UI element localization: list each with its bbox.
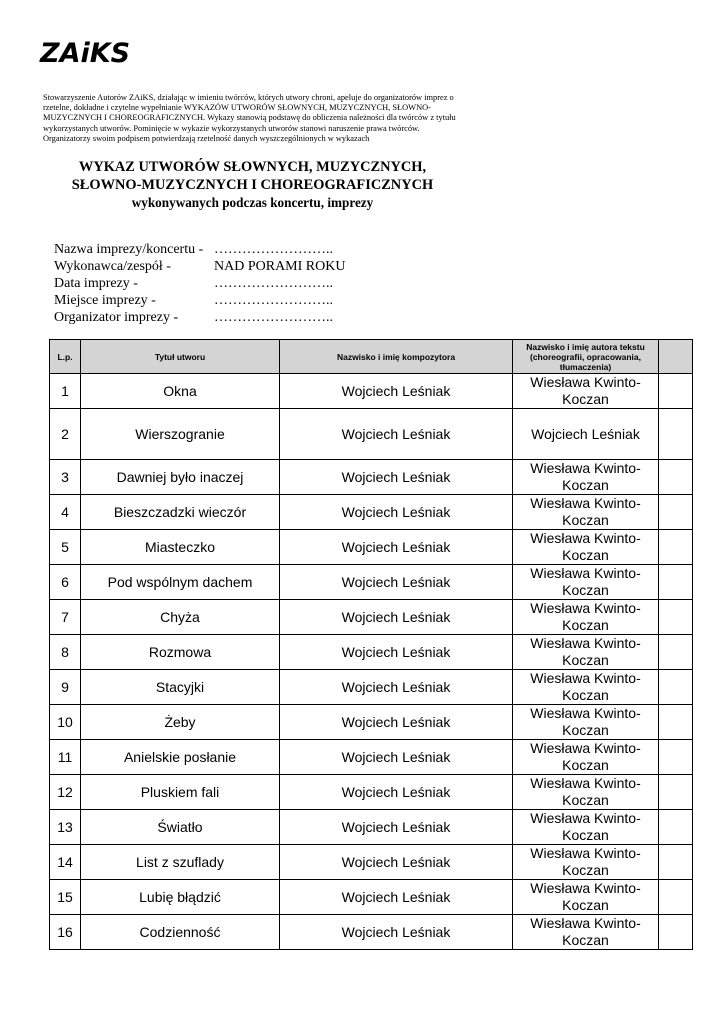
cell-lp: 7: [50, 600, 81, 635]
cell-lp: 15: [50, 880, 81, 915]
header-lyricist: Nazwisko i imię autora tekstu (choreografii, opracowania, tłumaczenia): [513, 340, 659, 374]
cell-composer: Wojciech Leśniak: [280, 775, 513, 810]
cell-lp: 6: [50, 565, 81, 600]
table-row: [50, 915, 693, 950]
cell-composer: Wojciech Leśniak: [280, 845, 513, 880]
zaiks-logo: ZAiKS: [40, 38, 131, 69]
cell-lyricist: Wiesława Kwinto-Koczan: [513, 810, 659, 845]
cell-title: Anielskie posłanie: [81, 740, 280, 775]
header-title: Tytuł utworu: [81, 340, 280, 374]
meta-value: ……………………..: [214, 242, 333, 257]
cell-extra: [659, 705, 693, 740]
header-lp: L.p.: [50, 340, 81, 374]
cell-lp: 8: [50, 635, 81, 670]
cell-lyricist: Wiesława Kwinto-Koczan: [513, 670, 659, 705]
cell-title: List z szuflady: [81, 845, 280, 880]
cell-lp: 5: [50, 530, 81, 565]
cell-lyricist: Wojciech Leśniak: [513, 409, 659, 460]
cell-lyricist: Wiesława Kwinto-Koczan: [513, 495, 659, 530]
cell-extra: [659, 845, 693, 880]
cell-title: Pod wspólnym dachem: [81, 565, 280, 600]
table-row: [50, 460, 693, 495]
cell-extra: [659, 460, 693, 495]
cell-extra: [659, 495, 693, 530]
meta-label: Miejsce imprezy -: [54, 293, 156, 308]
cell-extra: [659, 880, 693, 915]
table-row: [50, 705, 693, 740]
cell-composer: Wojciech Leśniak: [280, 495, 513, 530]
cell-extra: [659, 635, 693, 670]
table-row: [50, 600, 693, 635]
header-composer: Nazwisko i imię kompozytora: [280, 340, 513, 374]
cell-title: Rozmowa: [81, 635, 280, 670]
table-row: [50, 775, 693, 810]
works-table: [49, 339, 693, 950]
cell-title: Światło: [81, 810, 280, 845]
table-row: [50, 810, 693, 845]
meta-value: ……………………..: [214, 293, 333, 308]
cell-title: Bieszczadzki wieczór: [81, 495, 280, 530]
cell-title: Żeby: [81, 705, 280, 740]
cell-title: Codzienność: [81, 915, 280, 950]
cell-extra: [659, 530, 693, 565]
cell-lyricist: Wiesława Kwinto-Koczan: [513, 600, 659, 635]
cell-lp: 2: [50, 409, 81, 460]
cell-lyricist: Wiesława Kwinto-Koczan: [513, 915, 659, 950]
cell-composer: Wojciech Leśniak: [280, 635, 513, 670]
cell-lyricist: Wiesława Kwinto-Koczan: [513, 565, 659, 600]
cell-lp: 1: [50, 374, 81, 409]
cell-composer: Wojciech Leśniak: [280, 810, 513, 845]
cell-lp: 16: [50, 915, 81, 950]
title-line-2: SŁOWNO-MUZYCZNYCH I CHOREOGRAFICZNYCH: [71, 177, 434, 193]
cell-extra: [659, 565, 693, 600]
cell-extra: [659, 670, 693, 705]
meta-label: Nazwa imprezy/koncertu -: [54, 242, 204, 257]
cell-lyricist: Wiesława Kwinto-Koczan: [513, 460, 659, 495]
cell-extra: [659, 810, 693, 845]
cell-composer: Wojciech Leśniak: [280, 374, 513, 409]
cell-composer: Wojciech Leśniak: [280, 409, 513, 460]
table-row: [50, 530, 693, 565]
meta-value: ……………………..: [214, 310, 333, 325]
document-title: [40, 158, 465, 211]
title-line-3: wykonywanych podczas koncertu, imprezy: [131, 195, 374, 210]
cell-extra: [659, 915, 693, 950]
cell-composer: Wojciech Leśniak: [280, 670, 513, 705]
cell-extra: [659, 374, 693, 409]
cell-title: Wierszogranie: [81, 409, 280, 460]
cell-lyricist: Wiesława Kwinto-Koczan: [513, 845, 659, 880]
cell-lp: 3: [50, 460, 81, 495]
table-row: [50, 845, 693, 880]
cell-composer: Wojciech Leśniak: [280, 705, 513, 740]
table-body: [50, 374, 693, 950]
meta-value: NAD PORAMI ROKU: [214, 259, 346, 274]
cell-lyricist: Wiesława Kwinto-Koczan: [513, 374, 659, 409]
cell-extra: [659, 600, 693, 635]
table-header-row: [50, 340, 693, 374]
table-row: [50, 409, 693, 460]
meta-value: ……………………..: [214, 276, 333, 291]
cell-composer: Wojciech Leśniak: [280, 600, 513, 635]
cell-title: Dawniej było inaczej: [81, 460, 280, 495]
cell-lyricist: Wiesława Kwinto-Koczan: [513, 740, 659, 775]
cell-title: Miasteczko: [81, 530, 280, 565]
cell-composer: Wojciech Leśniak: [280, 740, 513, 775]
meta-label: Organizator imprezy -: [54, 310, 179, 325]
header-extra: [659, 340, 693, 374]
cell-lyricist: Wiesława Kwinto-Koczan: [513, 775, 659, 810]
cell-lp: 9: [50, 670, 81, 705]
cell-composer: Wojciech Leśniak: [280, 880, 513, 915]
cell-lp: 12: [50, 775, 81, 810]
meta-label: Wykonawca/zespół -: [54, 259, 171, 274]
cell-title: Okna: [81, 374, 280, 409]
cell-composer: Wojciech Leśniak: [280, 530, 513, 565]
table-row: [50, 565, 693, 600]
table-row: [50, 374, 693, 409]
cell-title: Stacyjki: [81, 670, 280, 705]
cell-lp: 11: [50, 740, 81, 775]
cell-composer: Wojciech Leśniak: [280, 460, 513, 495]
title-line-1: WYKAZ UTWORÓW SŁOWNYCH, MUZYCZNYCH,: [78, 159, 427, 175]
table-row: [50, 670, 693, 705]
cell-lyricist: Wiesława Kwinto-Koczan: [513, 635, 659, 670]
cell-lyricist: Wiesława Kwinto-Koczan: [513, 705, 659, 740]
cell-composer: Wojciech Leśniak: [280, 565, 513, 600]
table-row: [50, 740, 693, 775]
cell-extra: [659, 740, 693, 775]
cell-lyricist: Wiesława Kwinto-Koczan: [513, 530, 659, 565]
table-row: [50, 635, 693, 670]
cell-lp: 4: [50, 495, 81, 530]
cell-extra: [659, 409, 693, 460]
cell-title: Pluskiem fali: [81, 775, 280, 810]
cell-lp: 14: [50, 845, 81, 880]
cell-extra: [659, 775, 693, 810]
cell-title: Chyża: [81, 600, 280, 635]
cell-title: Lubię błądzić: [81, 880, 280, 915]
cell-composer: Wojciech Leśniak: [280, 915, 513, 950]
meta-label: Data imprezy -: [54, 276, 138, 291]
cell-lp: 13: [50, 810, 81, 845]
table-row: [50, 880, 693, 915]
table-row: [50, 495, 693, 530]
cell-lyricist: Wiesława Kwinto-Koczan: [513, 880, 659, 915]
intro-paragraph: Stowarzyszenie Autorów ZAiKS, działając w imieniu twórców, których utwory chroni, apeluje do organizatorów imprez o rzetelne, dokładne i czytelne wypełnianie WYKAZÓW UTWORÓW SŁOWNYCH, MUZYCZNYCH, SŁOWNO-MUZYCZNYCH I CHOREOGRAFICZNYCH. Wykazy stanowią podstawę do obliczenia należności dla twórców z tytułu wykorzystanych utworów. Pominięcie w wykazie wykorzystanych utworów stanowi naruszenie prawa twórców. Organizatorzy swoim podpisem potwierdzają rzetelność danych wyszczególnionych w wykazach: [43, 93, 456, 143]
cell-lp: 10: [50, 705, 81, 740]
